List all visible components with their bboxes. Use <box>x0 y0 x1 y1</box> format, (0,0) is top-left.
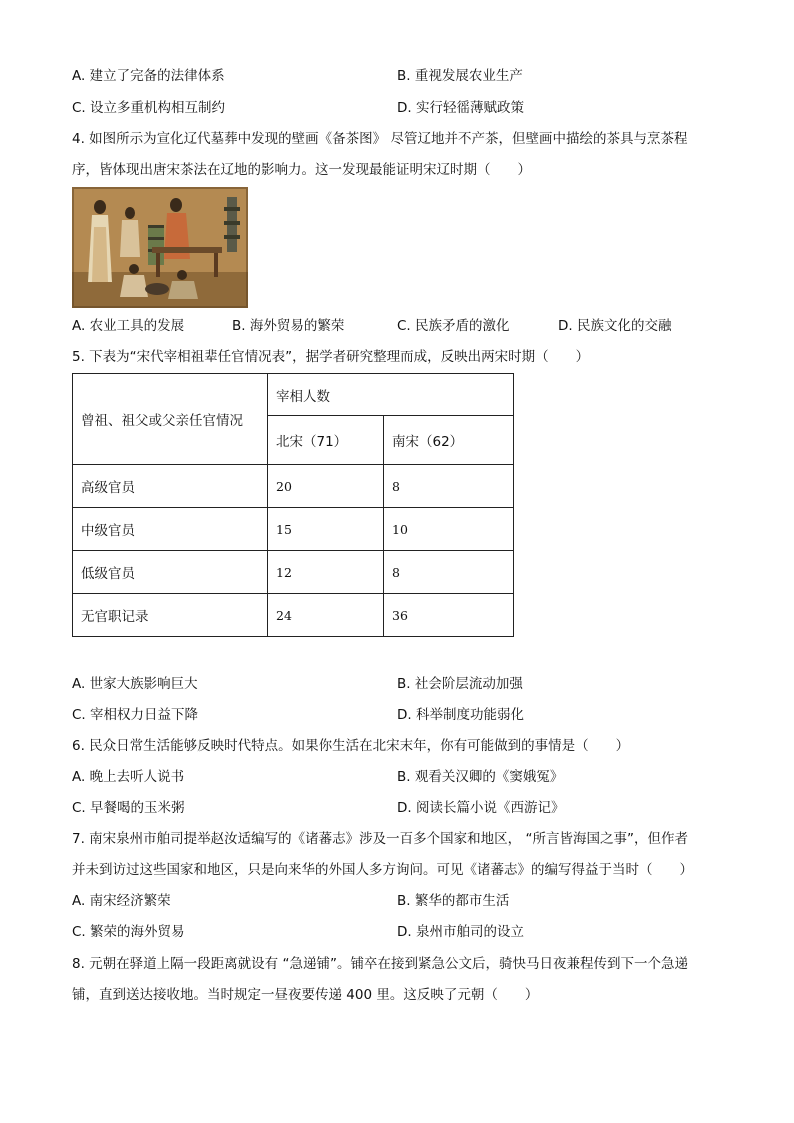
officials-ancestry-table <box>72 373 514 637</box>
q4-option-c: C. 民族矛盾的激化 <box>397 318 510 334</box>
q7-option-a: A. 南宋经济繁荣 <box>72 893 171 909</box>
table-cell-value: 20 <box>268 465 384 508</box>
q7-option-d: D. 泉州市舶司的设立 <box>397 924 524 940</box>
table-cell-value: 8 <box>384 551 514 594</box>
q6-option-c: C. 早餐喝的玉米粥 <box>72 800 185 816</box>
q5-stem: 5. 下表为“宋代宰相祖辈任官情况表”，据学者研究整理而成，反映出两宋时期（ ） <box>72 349 590 365</box>
table-cell-value: 12 <box>268 551 384 594</box>
tea-preparation-mural-image <box>72 187 248 308</box>
q6-stem: 6. 民众日常生活能够反映时代特点。如果你生活在北宋末年，你有可能做到的事情是（ ） <box>72 738 630 754</box>
q3-option-c: C. 设立多重机构相互制约 <box>72 100 226 116</box>
q5-option-c: C. 宰相权力日益下降 <box>72 707 199 723</box>
table-col-northern-song: 北宋（71） <box>268 416 384 465</box>
table-cell-value: 36 <box>384 594 514 637</box>
q4-option-d: D. 民族文化的交融 <box>558 318 672 334</box>
table-row <box>73 551 514 594</box>
table-cell-label: 低级官员 <box>73 551 268 594</box>
q7-option-b: B. 繁华的都市生活 <box>397 893 510 909</box>
q4-stem-line2: 序，皆体现出唐宋茶法在辽地的影响力。这一发现最能证明宋辽时期（ ） <box>72 162 531 178</box>
table-cell-value: 15 <box>268 508 384 551</box>
q4-option-b: B. 海外贸易的繁荣 <box>232 318 345 334</box>
q6-option-a: A. 晚上去听人说书 <box>72 769 185 785</box>
q7-stem-line2: 并未到访过这些国家和地区，只是向来华的外国人多方询问。可见《诸蕃志》的编写得益于当时（ ） <box>72 862 693 878</box>
table-cell-label: 无官职记录 <box>73 594 268 637</box>
q6-option-b: B. 观看关汉卿的《窦娥冤》 <box>397 769 564 785</box>
table-col-southern-song: 南宋（62） <box>384 416 514 465</box>
q5-option-a: A. 世家大族影响巨大 <box>72 676 198 692</box>
q3-option-a: A. 建立了完备的法律体系 <box>72 68 225 84</box>
table-cell-value: 24 <box>268 594 384 637</box>
q4-option-a: A. 农业工具的发展 <box>72 318 185 334</box>
mural-illustration <box>72 187 248 308</box>
q4-stem-line1: 4. 如图所示为宣化辽代墓葬中发现的壁画《备茶图》 尽管辽地并不产茶，但壁画中描绘的茶具与烹茶程 <box>72 131 688 147</box>
q7-stem-line1: 7. 南宋泉州市舶司提举赵汝适编写的《诸蕃志》涉及一百多个国家和地区， “所言皆海国之事”，但作者 <box>72 831 688 847</box>
table-row-header: 曾祖、祖父或父亲任官情况 <box>73 374 268 465</box>
table-cell-value: 10 <box>384 508 514 551</box>
table-cell-label: 中级官员 <box>73 508 268 551</box>
table-group-header: 宰相人数 <box>268 374 514 416</box>
q5-option-b: B. 社会阶层流动加强 <box>397 676 523 692</box>
q3-option-b: B. 重视发展农业生产 <box>397 68 523 84</box>
q7-option-c: C. 繁荣的海外贸易 <box>72 924 185 940</box>
table-row <box>73 465 514 508</box>
q8-stem-line1: 8. 元朝在驿道上隔一段距离就设有 “急递铺”。铺卒在接到紧急公文后，骑快马日夜兼程传到下一个急递 <box>72 956 688 972</box>
q6-option-d: D. 阅读长篇小说《西游记》 <box>397 800 565 816</box>
q8-stem-line2: 铺，直到送达接收地。当时规定一昼夜要传递 400 里。这反映了元朝（ ） <box>72 987 539 1003</box>
table-cell-value: 8 <box>384 465 514 508</box>
q5-option-d: D. 科举制度功能弱化 <box>397 707 524 723</box>
table-row <box>73 508 514 551</box>
q3-option-d: D. 实行轻徭薄赋政策 <box>397 100 524 116</box>
table-cell-label: 高级官员 <box>73 465 268 508</box>
table-row <box>73 594 514 637</box>
